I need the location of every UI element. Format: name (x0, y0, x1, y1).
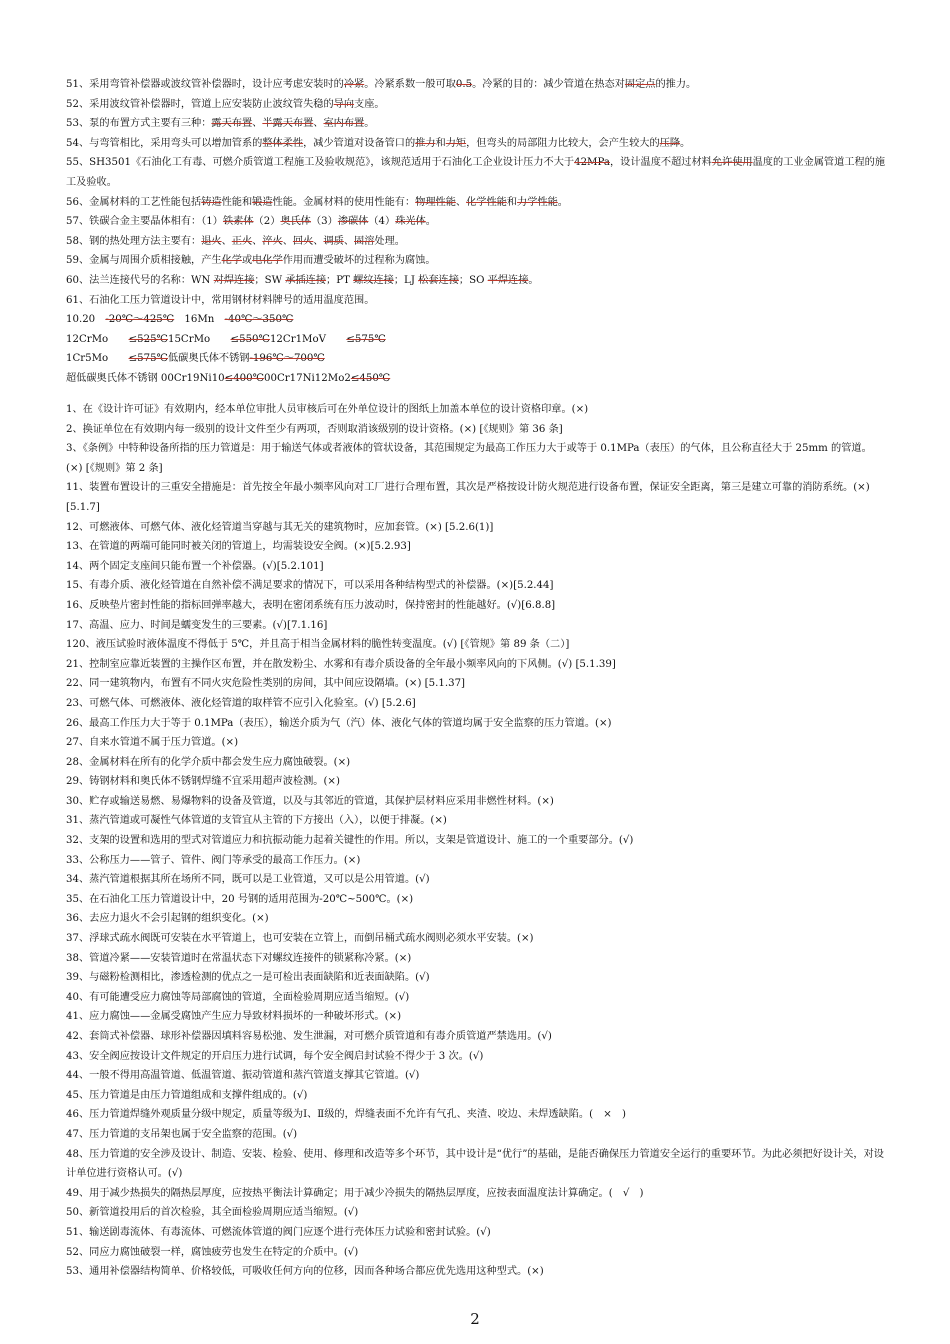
statement-line: 29、铸钢材料和奥氏体不锈钢焊缝不宜采用超声波检测。(×) (66, 776, 340, 788)
question-text: ；LJ (393, 274, 419, 286)
question-text: 。 (528, 274, 539, 286)
question-text: ，减少管道对设备管口的 (303, 137, 416, 149)
question-text: 。冷紧系数一般可取 (364, 79, 456, 90)
question-text: 。 (425, 216, 436, 228)
answer-text: 冷紧 (343, 79, 365, 90)
question-text: 、 (221, 235, 232, 247)
answer-text: 允许使用 (711, 157, 753, 169)
answer-text: 调质 (323, 235, 344, 247)
statement-line: 17、高温、应力、时间是蠕变发生的三要素。(√)[7.1.16] (66, 619, 328, 631)
answer-text: ≤450℃ (350, 372, 391, 384)
question-text: 、 (252, 235, 263, 247)
question-text: 10.20 (66, 314, 106, 326)
answer-text: ≤400℃ (224, 372, 265, 384)
question-text: （3） (310, 216, 338, 228)
question-text: 12Cr1MoV (269, 333, 347, 345)
question-text: 处理。 (374, 235, 405, 247)
question-text: 、 (252, 118, 263, 130)
question-text: 12CrMo (66, 333, 129, 345)
answer-text: 露天布置 (211, 118, 253, 130)
question-text: 16Mn (174, 314, 225, 326)
question-text: 15CrMo (167, 333, 231, 345)
answer-text: 回火 (292, 235, 314, 247)
question-text: 性能。金属材料的使用性能有： (272, 196, 416, 208)
statement-line: 40、有可能遭受应力腐蚀等局部腐蚀的管道，全面检验周期应适当缩短。(√) (66, 991, 410, 1003)
statement-line: 50、新管道投用后的首次检验，其全面检验周期应适当缩短。(√) (66, 1207, 359, 1219)
answer-text: 对焊连接 (213, 274, 255, 286)
question-text: 56、金属材料的工艺性能包括 (66, 196, 202, 208)
question-text: 55、SH3501《石油化工有毒、可燃介质管道工程施工及验收规范》，该规范适用于石油化工企业设计压力不大于 (66, 157, 575, 169)
answer-text: -196℃～700℃ (249, 353, 325, 365)
question-text: ；PT (326, 274, 354, 286)
statement-line: 11、装置布置设计的三重安全措施是：首先按全年最小频率风向对工厂进行合理布置，其次是严格按设计防火规范进行设备布置，保证安全距离，第三是建立可靠的消防系统。(×)[5.1.7] (66, 482, 870, 513)
answer-text: 42MPa (574, 157, 610, 169)
answer-text: 固定点 (624, 79, 656, 90)
statement-line: 16、反映垫片密封性能的指标回弹率越大，表明在密闭系统有压力波动时，保持密封的性能越好。(√)[6.8.8] (66, 599, 556, 611)
question-line (66, 114, 886, 134)
answer-text: 淬火 (262, 235, 283, 247)
question-text: 59、金属与周围介质相接触，产生 (66, 255, 222, 267)
answer-text: -20℃～425℃ (105, 314, 175, 326)
answer-text: 松套连接 (418, 274, 459, 286)
answer-text: ≤575℃ (128, 353, 168, 365)
statement-line: 1、在《设计许可证》有效期内，经本单位审批人员审核后可在外单位设计的图纸上加盖本单位的设计资格印章。(×) (66, 404, 589, 415)
answer-text: ≤525℃ (128, 333, 168, 345)
statement-line: 39、与磁粉检测相比，渗透检测的优点之一是可检出表面缺陷和近表面缺陷。(√) (66, 972, 430, 984)
statement-line: 23、可燃气体、可燃液体、液化烃管道的取样管不应引入化验室。(√) [5.2.6] (66, 697, 416, 709)
question-text: 性能和 (221, 196, 253, 208)
answer-text: 压降 (659, 137, 681, 149)
answer-text: 半露天布置 (262, 118, 314, 130)
question-text: 的推力。 (655, 79, 697, 90)
statement-line: 46、压力管道焊缝外观质量分级中规定，质量等级为Ⅰ、Ⅱ级的，焊缝表面不允许有气孔、夹渣、咬边、未焊透缺陷。( × ) (66, 1109, 626, 1121)
answer-text: 电化学 (252, 255, 283, 267)
answer-text: 退火 (201, 235, 222, 247)
statement-line: 120、液压试验时液体温度不得低于 5℃，并且高于相当金属材料的脆性转变温度。(√) [《管规》第 89 条（二）] (66, 639, 570, 651)
answer-text: 铁素体 (222, 216, 254, 228)
answer-text: 珠光体 (395, 216, 426, 228)
statement-line: 13、在管道的两端可能同时被关闭的管道上，均需装设安全阀。(×)[5.2.93] (66, 541, 411, 553)
question-text: 。 (364, 118, 375, 130)
question-text: 53、泵的布置方式主要有三种： (66, 118, 212, 130)
statement-line: 42、套筒式补偿器、球形补偿器因填料容易松弛、发生泄漏，对可燃介质管道和有毒介质管道严禁选用。(√) (66, 1031, 552, 1042)
question-text: 。冷紧的目的：减少管道在热态对 (472, 79, 625, 90)
question-text: 58、钢的热处理方法主要有： (66, 235, 202, 247)
statement-line: 27、自来水管道不属于压力管道。(×) (66, 737, 239, 749)
answer-text: 室内布置 (323, 118, 365, 130)
answer-text: ≤550℃ (230, 333, 270, 345)
statement-line: 38、管道冷紧——安装管道时在常温状态下对螺纹连接件的锁紧称冷紧。(×) (66, 952, 412, 964)
statement-line: 2、换证单位在有效期内每一级别的设计文件至少有两项，否则取消该级别的设计资格。(×) [《规则》第 36 条] (66, 423, 563, 435)
answer-text: -40℃～350℃ (224, 314, 294, 326)
statement-line: 28、金属材料在所有的化学介质中都会发生应力腐蚀破裂。(×) (66, 756, 351, 768)
question-line (66, 291, 886, 311)
answer-text: 奥氏体 (280, 216, 311, 228)
statement-line: 33、公称压力——管子、管件、阀门等承受的最高工作压力。(×) (66, 854, 361, 866)
statement-line: 15、有毒介质、液化烃管道在自然补偿不满足要求的情况下，可以采用各种结构型式的补偿器。(×)[5.2.44] (66, 580, 554, 592)
statement-line: 48、压力管道的安全涉及设计、制造、安装、检验、使用、修理和改造等多个环节，其中设计是“优行”的基础，是能否确保压力管道安全运行的重要环节。为此必须把好设计关，对设计单位进行资格认可。(√) (66, 1148, 884, 1180)
statement-line: 45、压力管道是由压力管道组成和支撑件组成的。(√) (66, 1089, 308, 1101)
question-line (66, 271, 886, 291)
statement-line: 47、压力管道的支吊架也属于安全监察的范围。(√) (66, 1128, 298, 1140)
question-line (66, 75, 886, 95)
question-text: 或 (241, 255, 253, 267)
answer-text: 推力 (415, 137, 436, 149)
statement-line: 41、应力腐蚀——金属受腐蚀产生应力导致材料损坏的一种破坏形式。(×) (66, 1011, 402, 1023)
question-line (66, 310, 886, 330)
statement-line: 21、控制室应靠近装置的主操作区布置，并在散发粉尘、水雾和有毒介质设备的全年最小频率风向的下风侧。(√) [5.1.39] (66, 658, 616, 670)
answer-text: 物理性能 (415, 196, 456, 208)
answer-text: 力学性能 (517, 196, 558, 208)
answer-text: 整体柔性 (262, 137, 304, 149)
page-number: 2 (470, 1310, 480, 1328)
answer-text: 导向 (333, 98, 355, 110)
answer-text: 0.5 (455, 79, 473, 90)
statement-line: 3、《条例》中特种设备所指的压力管道是：用于输送气体或者液体的管状设备，其范围规定为最高工作压力大于或等于 0.1MPa（表压）的气体，且公称直径大于 25mm 的管道。(×) [《规则》第 2 条] (66, 443, 872, 474)
statement-line: 30、贮存或输送易燃、易爆物料的设备及管道，以及与其邻近的管道，其保护层材料应采用非燃性材料。(×) (66, 795, 554, 807)
question-line (66, 153, 886, 192)
statement-line: 53、通用补偿器结构简单、价格较低，可吸收任何方向的位移，因而各种场合都应优先选用这种型式。(×) (66, 1266, 544, 1278)
answer-text: 化学 (221, 255, 242, 267)
question-line (66, 95, 886, 115)
question-text: 、 (313, 235, 324, 247)
question-text: 00Cr17Ni12Mo2 (264, 372, 351, 384)
question-line (66, 251, 886, 271)
statement-line: 51、输送剧毒流体、有毒流体、可燃流体管道的阀门应逐个进行壳体压力试验和密封试验。(√) (66, 1226, 491, 1238)
question-text: 温度的工业金属管道工程的施工及验收。 (66, 157, 886, 188)
statement-line: 34、蒸汽管道根据其所在场所不同，既可以是工业管道，又可以是公用管道。(√) (66, 874, 430, 886)
question-text: 、 (282, 235, 293, 247)
question-text: 支座。 (354, 98, 385, 110)
statement-line: 32、支架的设置和选用的型式对管道应力和抗振动能力起着关键性的作用。所以，支架是管道设计、施工的一个重要部分。(√) (66, 835, 634, 847)
question-text: 、 (313, 118, 324, 130)
fill-in-blank-section (66, 75, 886, 389)
answer-text: 承插连接 (285, 274, 327, 286)
statement-line: 37、浮球式疏水阀既可安装在水平管道上，也可安装在立管上，而倒吊桶式疏水阀则必须水平安装。(×) (66, 933, 534, 945)
question-text: ，设计温度不超过材料 (609, 157, 712, 169)
question-text: ；SO (458, 274, 488, 286)
statement-line: 36、去应力退火不会引起钢的组织变化。(×) (66, 913, 269, 925)
question-text: 61、石油化工压力管道设计中，常用钢材材料牌号的适用温度范围。 (66, 294, 375, 306)
question-text: 57、铁碳合金主要晶体相有：（1） (66, 216, 223, 228)
question-text: （4） (368, 216, 396, 228)
question-line (66, 193, 886, 213)
answer-text: 锻造 (252, 196, 273, 208)
question-text: 作用而遭受破坏的过程称为腐蚀。 (282, 255, 436, 267)
answer-text: 固溶 (354, 235, 375, 247)
question-text: 1Cr5Mo (66, 353, 129, 365)
question-text: ；SW (254, 274, 286, 286)
question-line (66, 349, 886, 369)
question-text: 、 (455, 196, 467, 208)
answer-text: ≤575℃ (346, 333, 386, 345)
question-text: 52、采用波纹管补偿器时，管道上应安装防止波纹管失稳的 (66, 98, 334, 110)
statement-line: 14、两个固定支座间只能布置一个补偿器。(√)[5.2.101] (66, 560, 324, 572)
question-text: 51、采用弯管补偿器或波纹管补偿器时，设计应考虑安装时的 (66, 79, 344, 90)
question-text: 、 (343, 235, 355, 247)
question-line (66, 212, 886, 232)
answer-text: 渗碳体 (337, 216, 369, 228)
question-line (66, 330, 886, 350)
question-text: 超低碳奥氏体不锈钢 00Cr19Ni10 (66, 372, 225, 384)
answer-text: 正火 (231, 235, 253, 247)
statement-line: 12、可燃液体、可燃气体、液化烃管道当穿越与其无关的建筑物时，应加套管。(×) [5.2.6(1)] (66, 521, 494, 533)
statement-line: 22、同一建筑物内，布置有不同火灾危险性类别的房间，其中间应设隔墙。(×) [5.1.37] (66, 678, 466, 690)
statement-line: 26、最高工作压力大于等于 0.1MPa（表压），输送介质为气（汽）体、液化气体的管道均属于安全监察的压力管道。(×) (66, 717, 612, 729)
statement-line: 52、同应力腐蚀破裂一样，腐蚀疲劳也发生在特定的介质中。(√) (66, 1246, 359, 1258)
answer-text: 螺纹连接 (353, 274, 394, 286)
answer-text: 力矩 (445, 137, 467, 149)
statement-line: 35、在石油化工压力管道设计中，20 号钢的适用范围为-20℃~500℃。(×) (66, 893, 414, 905)
question-text: 和 (506, 196, 518, 208)
question-text: 60、法兰连接代号的名称：WN (66, 274, 214, 286)
question-text: 。 (680, 137, 691, 149)
question-line (66, 134, 886, 154)
question-text: 54、与弯管相比，采用弯头可以增加管系的 (66, 137, 263, 149)
question-text: 低碳奥氏体不锈钢 (167, 353, 250, 365)
question-line (66, 369, 886, 389)
statement-line: 44、一般不得用高温管道、低温管道、振动管道和蒸汽管道支撑其它管道。(√) (66, 1070, 420, 1082)
answer-text: 平焊连接 (487, 274, 529, 286)
statement-line: 43、安全阀应按设计文件规定的开启压力进行试调，每个安全阀启封试验不得少于 3 次。(√) (66, 1050, 484, 1062)
question-line (66, 232, 886, 252)
statement-line: 31、蒸汽管道或可凝性气体管道的支管宜从主管的下方接出（入），以便于排凝。(×) (66, 815, 447, 827)
question-text: （2） (253, 216, 281, 228)
answer-text: 化学性能 (466, 196, 507, 208)
question-text: 和 (435, 137, 446, 149)
true-false-section (66, 400, 886, 1282)
question-text: 。 (557, 196, 568, 208)
question-text: ，但弯头的局部阻力比较大，会产生较大的 (466, 137, 660, 149)
answer-text: 铸造 (201, 196, 222, 208)
statement-line: 49、用于减少热损失的隔热层厚度，应按热平衡法计算确定；用于减少冷损失的隔热层厚度，应按表面温度法计算确定。( √ ) (66, 1187, 644, 1199)
